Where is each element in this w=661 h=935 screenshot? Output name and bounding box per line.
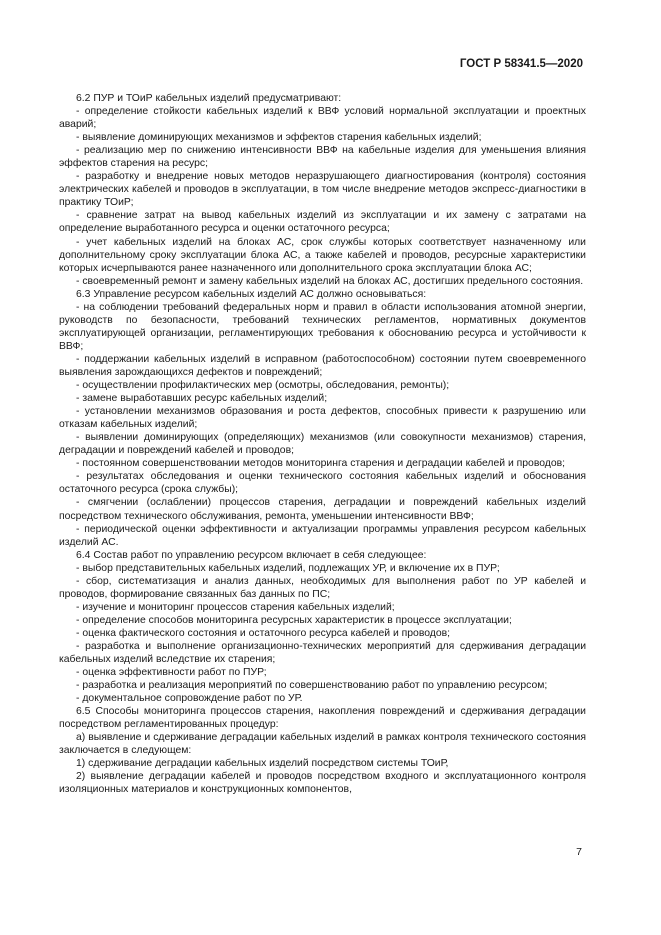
paragraph: - разработка и реализация мероприятий по совершенствованию работ по управлению ресурсом; [76, 680, 548, 692]
paragraph: - установлении механизмов образования и роста дефектов, способных привести к разрушению или отказам кабельных изделий; [59, 406, 586, 431]
paragraph: - постоянном совершенствовании методов мониторинга старения и деградации кабелей и проводов; [76, 458, 566, 470]
paragraph: - поддержании кабельных изделий в исправном (работоспособном) состоянии путем своевременного выявления зарождающихся дефектов и повреждений; [59, 353, 586, 378]
document-code: ГОСТ Р 58341.5—2020 [459, 58, 583, 70]
paragraph: - определение стойкости кабельных изделий к ВВФ условий нормальной эксплуатации и проектных аварий; [59, 106, 586, 131]
paragraph: - сравнение затрат на вывод кабельных изделий из эксплуатации и их замену с затратами на определение выработанного ресурса и оценки остаточного ресурса; [59, 210, 586, 235]
document-body [59, 92, 586, 797]
paragraph: 2) выявление деградации кабелей и проводов посредством входного и эксплуатационного контроля изоляционных материалов и конструкционных компонентов, [59, 771, 586, 796]
paragraph: 6.2 ПУР и ТОиР кабельных изделий предусматривают: [76, 93, 342, 104]
paragraph: - оценка эффективности работ по ПУР; [76, 667, 267, 679]
paragraph: - разработка и выполнение организационно-технических мероприятий для сдерживания деградации кабельных изделий вследствие их старения; [59, 640, 586, 666]
paragraph: - на соблюдении требований федеральных норм и правил в области использования атомной энергии, руководств по безопасности, требований технических регламентов, нормативных документов эксплуатирующей организации, регламентирующих требования к обоснованию ресурса и устойчивости к ВВФ; [59, 301, 586, 352]
paragraph: 6.4 Состав работ по управлению ресурсом включает в себя следующее: [76, 549, 427, 561]
paragraph: - выбор представительных кабельных изделий, подлежащих УР, и включение их в ПУР; [76, 562, 500, 574]
paragraph: - изучение и мониторинг процессов старения кабельных изделий; [76, 601, 395, 613]
paragraph: - осуществлении профилактических мер (осмотры, обследования, ремонты); [76, 380, 450, 392]
paragraph: 6.5 Способы мониторинга процессов старения, накопления повреждений и сдерживания деградации посредством регламентированных процедур: [59, 706, 586, 731]
paragraph: - учет кабельных изделий на блоках АС, срок службы которых соответствует назначенному или дополнительному сроку эксплуатации блока АС, а также кабелей и проводов, ресурсные характеристики которых исчерпываются ранее назначенного или дополнительного срока эксплуатации блока АС; [59, 236, 586, 274]
paragraph: - периодической оценки эффективности и актуализации программы управления ресурсом кабельных изделий АС. [59, 523, 586, 548]
page-number: 7 [576, 846, 582, 858]
paragraph: - определение способов мониторинга ресурсных характеристик в процессе эксплуатации; [76, 614, 512, 626]
paragraph: - замене выработавших ресурс кабельных изделий; [76, 393, 328, 405]
paragraph: - выявлении доминирующих (определяющих) механизмов (или совокупности механизмов) старения, деградации и повреждений кабелей и проводов; [59, 432, 586, 457]
paragraph: 1) сдерживание деградации кабельных изделий посредством системы ТОиР, [76, 758, 449, 770]
paragraph: а) выявление и сдерживание деградации кабельных изделий в рамках контроля технического состояния заключается в следующем: [59, 732, 586, 757]
paragraph: - результатах обследования и оценки технического состояния кабельных изделий и обоснования остаточного ресурса (срока службы); [59, 471, 586, 496]
paragraph: 6.3 Управление ресурсом кабельных изделий АС должно основываться: [76, 288, 427, 300]
paragraph: - смягчении (ослаблении) процессов старения, деградации и повреждений кабельных изделий посредством технического обслуживания, ремонта, уменьшении интенсивности ВВФ; [59, 497, 586, 522]
paragraph: - выявление доминирующих механизмов и эффектов старения кабельных изделий; [76, 132, 482, 144]
paragraph: - оценка фактического состояния и остаточного ресурса кабелей и проводов; [76, 627, 451, 639]
paragraph: - сбор, систематизация и анализ данных, необходимых для выполнения работ по УР кабелей и проводов, формирование связанных баз данных по ПС; [59, 575, 586, 600]
paragraph: - своевременный ремонт и замену кабельных изделий на блоках АС, достигших предельного состояния. [76, 275, 584, 287]
paragraph: - разработку и внедрение новых методов неразрушающего диагностирования (контроля) состояния электрических кабелей и проводов в эксплуатации, в том числе внедрение методов экспресс-диагностики в практику ТОиР; [59, 171, 586, 209]
paragraph: - реализацию мер по снижению интенсивности ВВФ на кабельные изделия для уменьшения влияния эффектов старения на ресурс; [59, 145, 586, 170]
paragraph: - документальное сопровождение работ по УР. [76, 693, 303, 705]
